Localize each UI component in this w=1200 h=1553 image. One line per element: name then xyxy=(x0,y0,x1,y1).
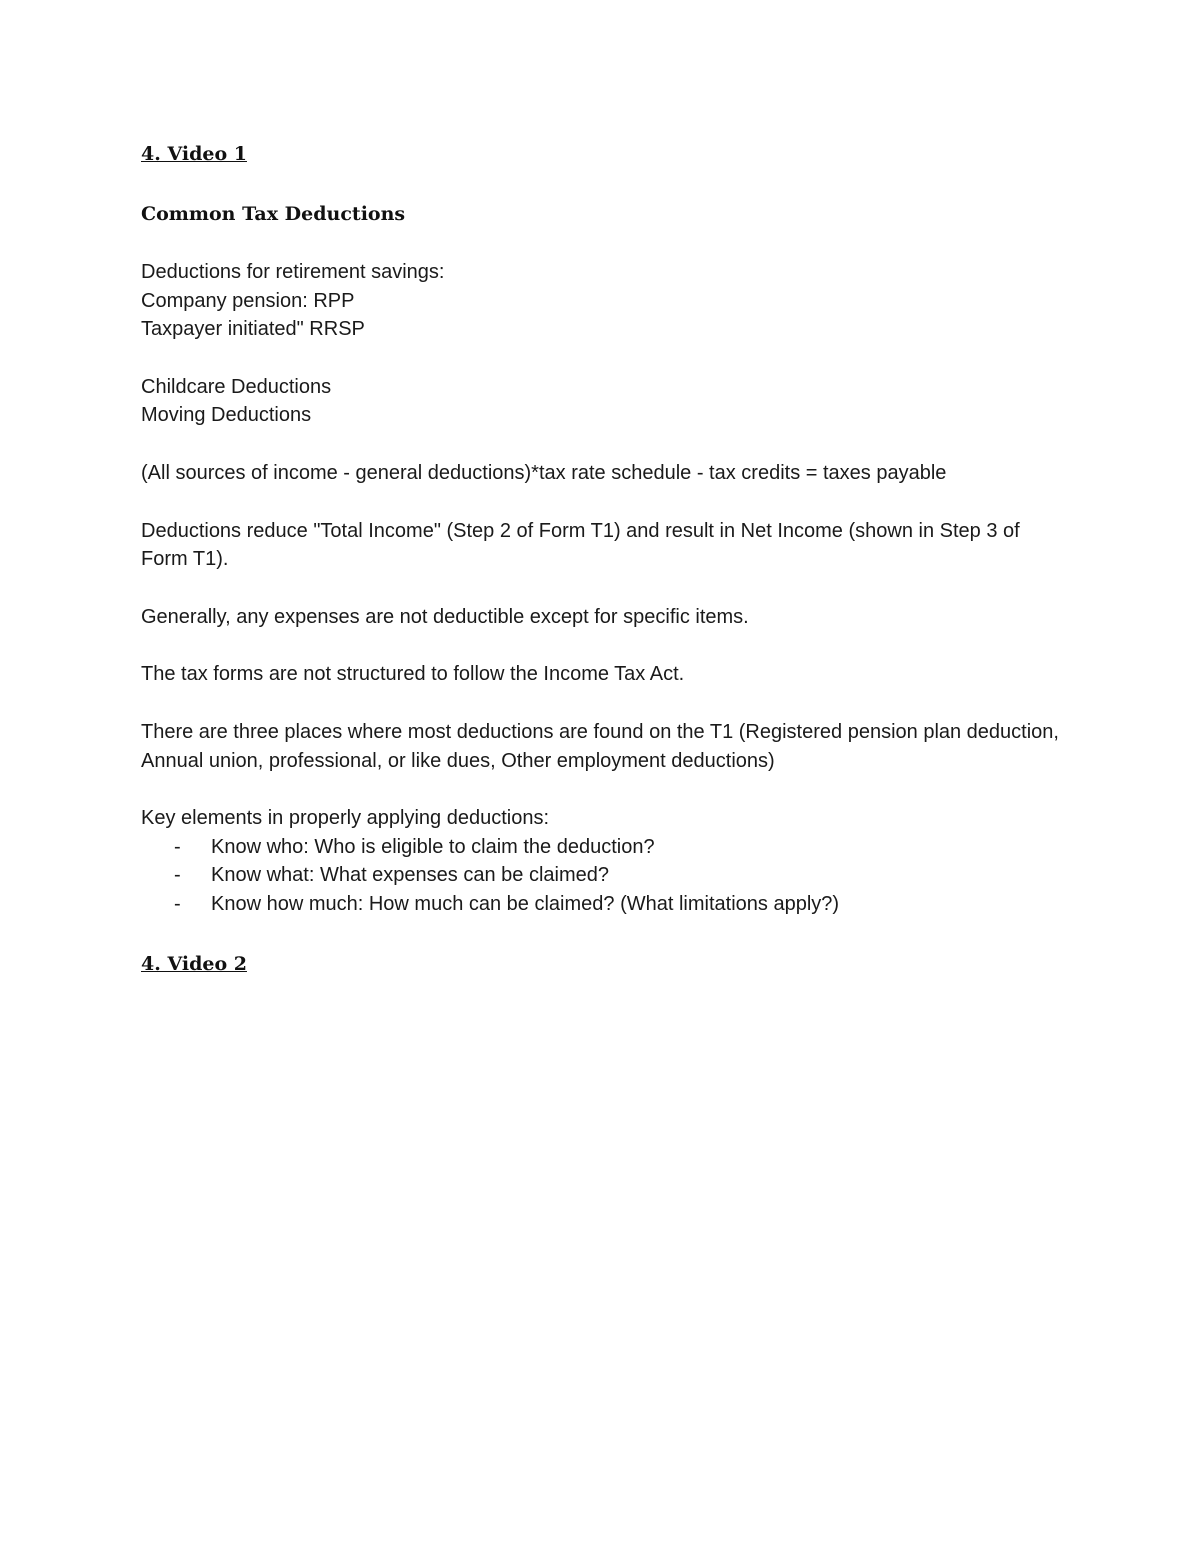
document-page xyxy=(141,138,1061,980)
spacer xyxy=(141,631,1061,660)
list-item-text: Know who: Who is eligible to claim the deduction? xyxy=(211,835,655,858)
tax-formula: (All sources of income - general deductions)*tax rate schedule - tax credits = taxes payable xyxy=(141,461,947,484)
total-income-paragraph: Deductions reduce "Total Income" (Step 2 of Form T1) and result in Net Income (shown in Step 3 of Form T1). xyxy=(141,519,1020,571)
spacer xyxy=(141,775,1061,804)
list-item-text: Know how much: How much can be claimed? (What limitations apply?) xyxy=(211,892,840,915)
childcare-deductions: Childcare Deductions xyxy=(141,375,332,398)
spacer xyxy=(141,430,1061,459)
retirement-item-rpp: Company pension: RPP xyxy=(141,289,355,312)
dash-bullet: - xyxy=(174,835,181,858)
dash-bullet: - xyxy=(174,864,181,887)
common-tax-deductions-heading: Common Tax Deductions xyxy=(141,203,406,225)
retirement-intro: Deductions for retirement savings: xyxy=(141,261,445,283)
spacer xyxy=(141,919,1061,948)
tax-forms-paragraph: The tax forms are not structured to follow the Income Tax Act. xyxy=(141,663,685,686)
generally-paragraph: Generally, any expenses are not deductible except for specific items. xyxy=(141,605,749,628)
video2-heading: 4. Video 2 xyxy=(141,952,247,975)
list-item xyxy=(141,861,1061,890)
spacer xyxy=(141,574,1061,603)
video1-heading: 4. Video 1 xyxy=(141,143,247,165)
list-item xyxy=(141,833,1061,862)
three-places-paragraph: There are three places where most deductions are found on the T1 (Registered pension plan deduction, Annual union, professional, or like dues, Other employment deductions) xyxy=(141,720,1059,772)
dash-bullet: - xyxy=(174,892,181,915)
list-item xyxy=(141,890,1061,919)
spacer xyxy=(141,170,1061,198)
moving-deductions: Moving Deductions xyxy=(141,404,312,427)
spacer xyxy=(141,230,1061,258)
retirement-item-rrsp: Taxpayer initiated" RRSP xyxy=(141,318,365,341)
list-item-text: Know what: What expenses can be claimed? xyxy=(211,864,609,887)
spacer xyxy=(141,344,1061,373)
spacer xyxy=(141,689,1061,718)
key-elements-list xyxy=(141,833,1061,919)
key-elements-intro: Key elements in properly applying deductions: xyxy=(141,807,550,830)
spacer xyxy=(141,488,1061,517)
